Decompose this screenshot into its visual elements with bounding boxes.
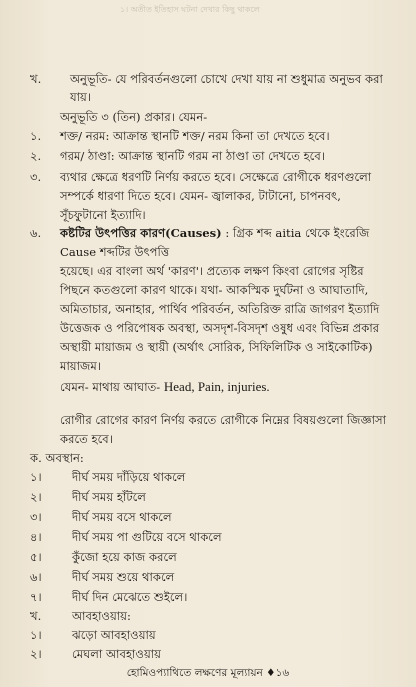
- kha-line-2: যায়।: [70, 90, 92, 104]
- weather-marker: ১।: [30, 628, 42, 642]
- weather-heading: আবহাওয়ায়:: [72, 609, 131, 623]
- item-3-line-3: সূঁচফুটানো ইত্যাদি।: [60, 208, 146, 222]
- position-marker: ৭।: [30, 590, 42, 604]
- weather-item: ঝড়ো আবহাওয়ায়: [72, 628, 156, 642]
- item-3-line-2: সম্পর্কে ধারণা দিতে হবে। যেমন- জ্বালাকর, টাটানো, চাপনবৎ,: [60, 189, 341, 203]
- item-6-line-2: Cause শব্দটির উৎপত্তি: [60, 245, 170, 259]
- item-3-line-1: ব্যথার ক্ষেত্রে ধরণটি নির্ণয় করতে হবে। সেক্ষেত্রে রোগীকে ধরণগুলো: [60, 170, 372, 184]
- position-item: দীর্ঘ সময় হাঁটলে: [72, 490, 146, 504]
- item-6-line-3: হয়েছে। এর বাংলা অর্থ 'কারণ'। প্রত্যেক লক্ষণ কিংবা রোগের সৃষ্টির: [60, 264, 364, 278]
- item-1-text: শক্ত/ নরম: আক্রান্ত স্থানটি শক্ত/ নরম কিনা তা দেখতে হবে।: [60, 129, 330, 143]
- position-marker: ১।: [30, 470, 42, 484]
- page-footer: হোমিওপ্যাথিতে লক্ষণের মূল্যায়ন ♦১৬: [126, 667, 290, 679]
- item-6-line-7: অস্থায়ী মায়াজম ও স্থায়ী (অর্থাৎ সোরিক, সিফিলিটিক ও সাইকোটিক): [60, 340, 373, 354]
- item-6-line-8: মায়াজম।: [60, 359, 101, 373]
- intro-line-1: রোগীর রোগের কারণ নির্ণয় করতে রোগীকে নিম্নের বিষয়গুলো জিজ্ঞাসা: [60, 413, 386, 427]
- position-item: দীর্ঘ সময় বসে থাকলে: [72, 510, 172, 524]
- section-ka-heading: ক. অবস্থান:: [30, 451, 84, 465]
- position-marker: ২।: [30, 490, 42, 504]
- item-6-line-6: উত্তেজক ও পরিপোষক অবস্থা, অসদৃশ-বিসদৃশ ওষুধ এবং বিভিন্ন প্রকার: [60, 321, 380, 335]
- section-marker-kha: খ.: [30, 72, 42, 86]
- position-item: কুঁজো হয়ে কাজ করলে: [72, 550, 177, 564]
- position-marker: ৫।: [30, 550, 42, 564]
- position-item: দীর্ঘ দিন মেঝেতে শুইলে।: [72, 590, 188, 604]
- weather-marker: ২।: [30, 647, 42, 661]
- weather-item: মেঘলা আবহাওয়ায়: [72, 647, 161, 661]
- bleed-through-text: ১। অতীত ইতিহাস ঘটনা দেখার কিছু থাকলে: [120, 5, 260, 14]
- example-prefix: যেমন- মাথায় আঘাত-: [60, 380, 161, 394]
- item-marker-6: ৬.: [30, 226, 42, 240]
- item-6-line-5: অমিতাচার, অনাহার, পার্থিব পরিবর্তন, অতিরিক্ত রাত্রি জাগরণ ইত্যাদি: [60, 302, 380, 316]
- item-6-line-4: পিছনে কতগুলো কারণ থাকে। যথা- আকস্মিক দুর্ঘটনা ও আঘাতাদি,: [60, 283, 369, 297]
- section-marker-kha-2: খ.: [30, 609, 42, 623]
- position-item: দীর্ঘ সময় দাঁড়িয়ে থাকলে: [72, 470, 186, 484]
- causes-intro: : গ্রিক শব্দ aitia থেকে ইংরেজি: [225, 226, 370, 240]
- item-6-example: [60, 379, 270, 395]
- position-marker: ৩।: [30, 510, 42, 524]
- item-2-text: গরম/ ঠাণ্ডা: আক্রান্ত স্থানটি গরম না ঠাণ্ডা তা দেখতে হবে।: [60, 149, 325, 163]
- intro-line-2: করতে হবে।: [60, 432, 113, 446]
- example-english: Head, Pain, injuries.: [163, 379, 270, 394]
- position-marker: ৬।: [30, 570, 42, 584]
- causes-heading: কষ্টটির উৎপত্তির কারণ(Causes): [60, 226, 222, 240]
- kha-types-line: অনুভূতি ৩ (তিন) প্রকার। যেমন-: [60, 110, 208, 124]
- position-item: দীর্ঘ সময় শুয়ে থাকলে: [72, 570, 175, 584]
- item-marker-1: ১.: [30, 129, 42, 143]
- position-item: দীর্ঘ সময় পা গুটিয়ে বসে থাকলে: [72, 530, 222, 544]
- kha-line-1: অনুভূতি- যে পরিবর্তনগুলো চোখে দেখা যায় না শুধুমাত্র অনুভব করা: [70, 72, 383, 86]
- item-marker-3: ৩.: [30, 170, 42, 184]
- item-6-line-1: [60, 226, 369, 241]
- item-marker-2: ২.: [30, 149, 42, 163]
- position-marker: ৪।: [30, 530, 42, 544]
